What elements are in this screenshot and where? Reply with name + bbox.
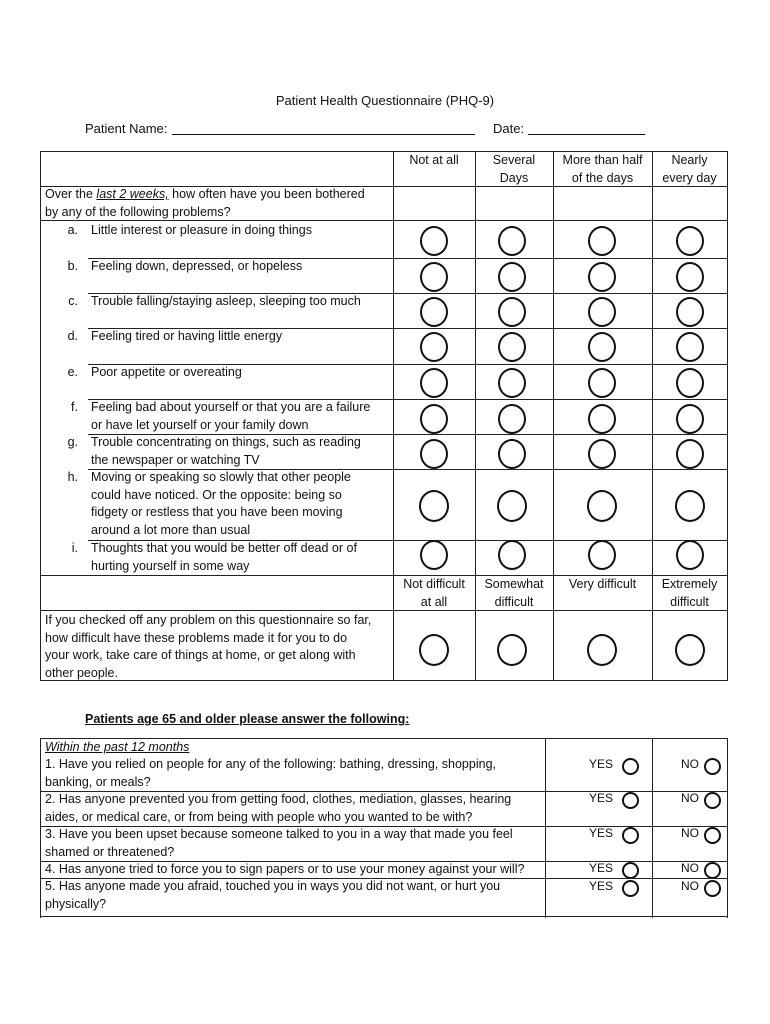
yes-radio-5[interactable] <box>622 880 639 897</box>
column-header-line: every day <box>662 171 717 185</box>
table-rule <box>545 738 546 918</box>
date-label: Date: <box>493 121 525 136</box>
elder-question-text: 4. Has anyone tried to force you to sign papers or to use your money against your will? <box>45 862 525 876</box>
column-header-1 <box>393 151 475 169</box>
instructions-text <box>45 186 390 221</box>
yes-radio-3[interactable] <box>622 827 639 844</box>
table-rule <box>553 151 554 681</box>
question-text: around a lot more than usual <box>91 522 251 537</box>
answer-circle-a-4[interactable] <box>676 226 704 256</box>
yes-label: YES <box>589 861 614 875</box>
difficulty-question-text: If you checked off any problem on this questionnaire so far, <box>45 613 372 627</box>
answer-circle-g-4[interactable] <box>676 439 704 469</box>
instructions-line2: by any of the following problems? <box>45 204 231 219</box>
yes-label: YES <box>589 757 614 771</box>
answer-circle-a-3[interactable] <box>588 226 616 256</box>
column-header-line: More than half <box>562 153 643 167</box>
answer-circle-i-4[interactable] <box>676 540 704 570</box>
answer-circle-h-2[interactable] <box>497 490 527 522</box>
answer-circle-b-1[interactable] <box>420 262 448 292</box>
no-label: NO <box>681 791 699 805</box>
question-text: Thoughts that you would be better off dead or of <box>91 541 357 555</box>
question-letter: g. <box>67 435 78 449</box>
answer-circle-c-2[interactable] <box>498 297 526 327</box>
answer-circle-e-3[interactable] <box>588 368 616 398</box>
answer-circle-i-1[interactable] <box>420 540 448 570</box>
section2-subheading: Within the past 12 months <box>45 740 190 754</box>
instructions-prefix: Over the <box>45 187 97 201</box>
answer-circle-e-4[interactable] <box>676 368 704 398</box>
elder-question-text: aides, or medical care, or from being with people who you wanted to be with? <box>45 809 473 824</box>
answer-circle-i-2[interactable] <box>498 540 526 570</box>
yes-radio-1[interactable] <box>622 758 639 775</box>
question-text: fidgety or restless that you have been moving <box>91 505 343 519</box>
difficulty-header-line: Very difficult <box>568 577 637 591</box>
column-header-line: Nearly <box>671 153 708 167</box>
question-letter: h. <box>67 470 78 484</box>
table-rule <box>40 151 41 681</box>
question-text: Feeling tired or having little energy <box>91 329 283 343</box>
question-text: hurting yourself in some way <box>91 558 250 573</box>
difficulty-header-line: Somewhat <box>484 577 544 591</box>
yes-label: YES <box>589 879 614 893</box>
answer-circle-c-1[interactable] <box>420 297 448 327</box>
question-text: Trouble falling/staying asleep, sleeping too much <box>91 294 361 308</box>
question-text: or have let yourself or your family down <box>91 417 309 432</box>
date-field[interactable] <box>528 134 645 135</box>
table-rule <box>727 738 728 918</box>
no-radio-1[interactable] <box>704 758 721 775</box>
difficulty-question-text: how difficult have these problems made it for you to do <box>45 630 348 645</box>
difficulty-header-line: difficult <box>494 595 534 609</box>
yes-label: YES <box>589 791 614 805</box>
answer-circle-a-2[interactable] <box>498 226 526 256</box>
column-header-line: Not at all <box>409 153 459 167</box>
question-text: Feeling bad about yourself or that you are a failure <box>91 400 371 414</box>
answer-circle-e-1[interactable] <box>420 368 448 398</box>
difficulty-header-line: difficult <box>670 595 709 609</box>
difficulty-header-2 <box>475 575 553 611</box>
no-radio-3[interactable] <box>704 827 721 844</box>
column-header-line: Several <box>492 153 536 167</box>
yes-radio-4[interactable] <box>622 862 639 879</box>
column-header-2 <box>475 151 553 187</box>
difficulty-circle-2[interactable] <box>497 634 527 666</box>
column-header-4 <box>652 151 727 187</box>
no-label: NO <box>681 757 699 771</box>
page-title: Patient Health Questionnaire (PHQ-9) <box>275 93 495 108</box>
question-text: Little interest or pleasure in doing things <box>91 223 312 237</box>
elder-question-text: 2. Has anyone prevented you from getting food, clothes, mediation, glasses, hearing <box>45 792 512 806</box>
answer-circle-g-1[interactable] <box>420 439 448 469</box>
question-letter: b. <box>67 259 78 273</box>
instructions-suffix: how often have you been bothered <box>168 187 365 201</box>
no-radio-2[interactable] <box>704 792 721 809</box>
answer-circle-f-3[interactable] <box>588 404 616 434</box>
answer-circle-d-3[interactable] <box>588 332 616 362</box>
table-rule <box>727 151 728 681</box>
elder-question-text: 1. Have you relied on people for any of the following: bathing, dressing, shopping, <box>45 757 496 771</box>
elder-question-text: banking, or meals? <box>45 774 151 789</box>
table-rule <box>40 738 41 918</box>
question-text: Trouble concentrating on things, such as reading <box>91 435 361 449</box>
no-label: NO <box>681 879 699 893</box>
question-text: Feeling down, depressed, or hopeless <box>91 259 303 273</box>
elder-question-text: 5. Has anyone made you afraid, touched you in ways you did not want, or hurt you <box>45 879 501 893</box>
answer-circle-d-2[interactable] <box>498 332 526 362</box>
elder-question-text: shamed or threatened? <box>45 844 175 859</box>
difficulty-circle-3[interactable] <box>587 634 617 666</box>
answer-circle-d-4[interactable] <box>676 332 704 362</box>
no-radio-5[interactable] <box>704 880 721 897</box>
difficulty-header-line: Not difficult <box>403 577 465 591</box>
difficulty-header-line: at all <box>420 595 448 609</box>
difficulty-circle-1[interactable] <box>419 634 449 666</box>
answer-circle-b-2[interactable] <box>498 262 526 292</box>
answer-circle-h-4[interactable] <box>675 490 705 522</box>
answer-circle-f-4[interactable] <box>676 404 704 434</box>
answer-circle-b-4[interactable] <box>676 262 704 292</box>
difficulty-header-1 <box>393 575 475 611</box>
answer-circle-h-1[interactable] <box>419 490 449 522</box>
question-text: the newspaper or watching TV <box>91 452 260 467</box>
section2-heading: Patients age 65 and older please answer the following: <box>85 712 410 726</box>
difficulty-header-3 <box>553 575 652 593</box>
answer-circle-i-3[interactable] <box>588 540 616 570</box>
answer-circle-c-4[interactable] <box>676 297 704 327</box>
no-label: NO <box>681 861 699 875</box>
patient-name-field[interactable] <box>172 134 475 135</box>
table-rule <box>652 738 653 918</box>
answer-circle-a-1[interactable] <box>420 226 448 256</box>
question-text: could have noticed. Or the opposite: being so <box>91 487 342 502</box>
question-text: Moving or speaking so slowly that other people <box>91 470 351 484</box>
question-letter: a. <box>67 223 78 237</box>
question-letter: i. <box>71 541 78 555</box>
answer-circle-e-2[interactable] <box>498 368 526 398</box>
column-header-line: Days <box>499 171 529 185</box>
answer-circle-f-1[interactable] <box>420 404 448 434</box>
answer-circle-g-2[interactable] <box>498 439 526 469</box>
elder-question-text: 3. Have you been upset because someone talked to you in a way that made you feel <box>45 827 513 841</box>
question-letter: f. <box>71 400 78 414</box>
answer-circle-f-2[interactable] <box>498 404 526 434</box>
table-rule <box>40 610 727 611</box>
difficulty-header-line: Extremely <box>661 577 718 591</box>
yes-radio-2[interactable] <box>622 792 639 809</box>
answer-circle-d-1[interactable] <box>420 332 448 362</box>
patient-name-label: Patient Name: <box>85 121 168 136</box>
elder-question-text: physically? <box>45 896 107 911</box>
difficulty-question-text: other people. <box>45 665 118 680</box>
question-letter: e. <box>67 365 78 379</box>
difficulty-question-text: your work, take care of things at home, or get along with <box>45 648 356 662</box>
column-header-line: of the days <box>571 171 634 185</box>
question-letter: d. <box>67 329 78 343</box>
question-letter: c. <box>68 294 78 308</box>
answer-circle-c-3[interactable] <box>588 297 616 327</box>
difficulty-header-4 <box>652 575 727 611</box>
answer-circle-b-3[interactable] <box>588 262 616 292</box>
column-header-3 <box>553 151 652 187</box>
yes-label: YES <box>589 826 614 840</box>
table-rule <box>40 916 727 917</box>
answer-circle-g-3[interactable] <box>588 439 616 469</box>
question-text: Poor appetite or overeating <box>91 365 242 379</box>
instructions-emphasis: last 2 weeks, <box>96 187 169 201</box>
table-rule <box>40 680 727 681</box>
difficulty-circle-4[interactable] <box>675 634 705 666</box>
no-label: NO <box>681 826 699 840</box>
no-radio-4[interactable] <box>704 862 721 879</box>
answer-circle-h-3[interactable] <box>587 490 617 522</box>
